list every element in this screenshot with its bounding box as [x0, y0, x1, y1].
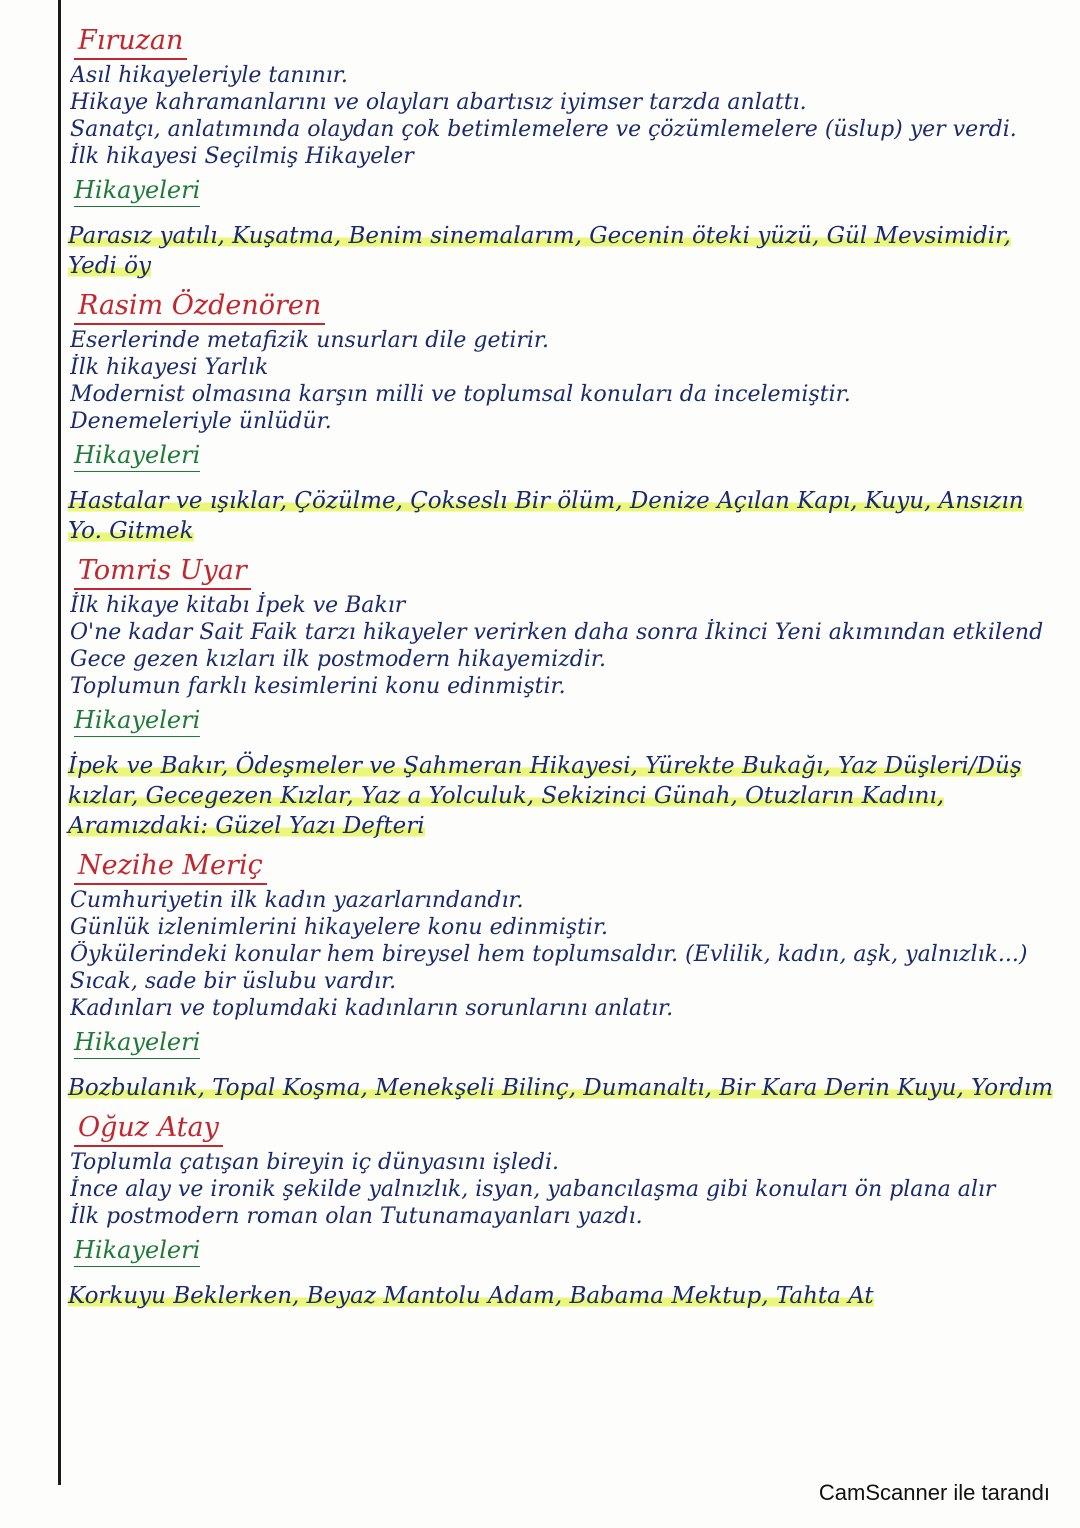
author-name: Rasim Özdenören — [74, 289, 325, 325]
works-label: Hikayeleri — [74, 1026, 200, 1059]
works-label: Hikayeleri — [74, 704, 200, 737]
works-label: Hikayeleri — [74, 439, 200, 472]
note-line: Denemeleriyle ünlüdür. — [70, 409, 332, 434]
note-line: Günlük izlenimlerini hikayelere konu edinmiştir. — [70, 915, 609, 940]
note-line: İnce alay ve ironik şekilde yalnızlık, isyan, yabancılaşma gibi konuları ön plana alır — [70, 1177, 996, 1202]
notes — [66, 22, 1056, 1317]
works-text: Korkuyu Beklerken, Beyaz Mantolu Adam, Babama Mektup, Tahta At — [68, 1283, 874, 1309]
works-label: Hikayeleri — [74, 174, 200, 207]
works-label: Hikayeleri — [74, 1234, 200, 1267]
works-list — [68, 1281, 1056, 1311]
note-line: Sanatçı, anlatımında olaydan çok betimlemelere ve çözümlemelere (üslup) yer verdi. — [70, 117, 1017, 142]
works-list — [68, 486, 1056, 546]
note-line: Kadınları ve toplumdaki kadınların sorunlarını anlatır. — [70, 996, 674, 1021]
works-text: İpek ve Bakır, Ödeşmeler ve Şahmeran Hikayesi, Yürekte Bukağı, Yaz Düşleri/Düş kızlar, Gecegezen Kızlar, Yaz a Yolculuk, Sekizinci Günah, Otuzların Kadını, Aramızdaki: Güzel Yazı Defteri — [68, 753, 1022, 839]
note-line: O'ne kadar Sait Faik tarzı hikayeler verirken daha sonra İkinci Yeni akımından etkilend — [70, 620, 1044, 645]
note-line: Modernist olmasına karşın milli ve toplumsal konuları da incelemiştir. — [70, 382, 851, 407]
note-line: İlk hikayesi Yarlık — [70, 355, 269, 380]
author-name: Nezihe Meriç — [74, 849, 267, 885]
note-line: İlk hikayesi Seçilmiş Hikayeler — [70, 144, 414, 169]
note-line: Eserlerinde metafizik unsurları dile getirir. — [70, 328, 550, 353]
note-line: İlk hikaye kitabı İpek ve Bakır — [70, 593, 406, 618]
works-text: Bozbulanık, Topal Koşma, Menekşeli Bilinç, Dumanaltı, Bir Kara Derin Kuyu, Yordım — [68, 1075, 1054, 1101]
works-text: Hastalar ve ışıklar, Çözülme, Çokseslı Bir ölüm, Denize Açılan Kapı, Kuyu, Ansızın Yo. Gitmek — [68, 488, 1024, 544]
works-list — [68, 221, 1056, 281]
note-line: Sıcak, sade bir üslubu vardır. — [70, 969, 397, 994]
section-rasim-ozdenoren — [66, 287, 1056, 546]
works-text: Parasız yatılı, Kuşatma, Benim sinemalarım, Gecenin öteki yüzü, Gül Mevsimidir, Yedi öy — [68, 223, 1011, 279]
section-nezihe-meric — [66, 847, 1056, 1103]
note-line: Toplumla çatışan bireyin iç dünyasını işledi. — [70, 1150, 560, 1175]
section-tomris-uyar — [66, 552, 1056, 841]
camscanner-footer: CamScanner ile tarandı — [818, 1480, 1050, 1505]
note-line: Öykülerindeki konular hem bireysel hem toplumsaldır. (Evlilik, kadın, aşk, yalnızlık...) — [70, 942, 1028, 967]
note-line: Hikaye kahramanlarını ve olayları abartısız iyimser tarzda anlattı. — [70, 90, 807, 115]
author-name: Fıruzan — [74, 24, 187, 60]
section-firuzan — [66, 22, 1056, 281]
note-line: Gece gezen kızları ilk postmodern hikayemizdir. — [70, 647, 607, 672]
note-line: Asıl hikayeleriyle tanınır. — [70, 63, 348, 88]
section-oguz-atay — [66, 1109, 1056, 1311]
margin-line — [58, 0, 61, 1485]
author-name: Tomris Uyar — [74, 554, 251, 590]
note-line: Cumhuriyetin ilk kadın yazarlarındandır. — [70, 888, 524, 913]
note-line: Toplumun farklı kesimlerini konu edinmiştir. — [70, 674, 566, 699]
author-name: Oğuz Atay — [74, 1111, 223, 1147]
note-line: İlk postmodern roman olan Tutunamayanları yazdı. — [70, 1204, 643, 1229]
works-list — [68, 1073, 1056, 1103]
works-list — [68, 751, 1056, 841]
